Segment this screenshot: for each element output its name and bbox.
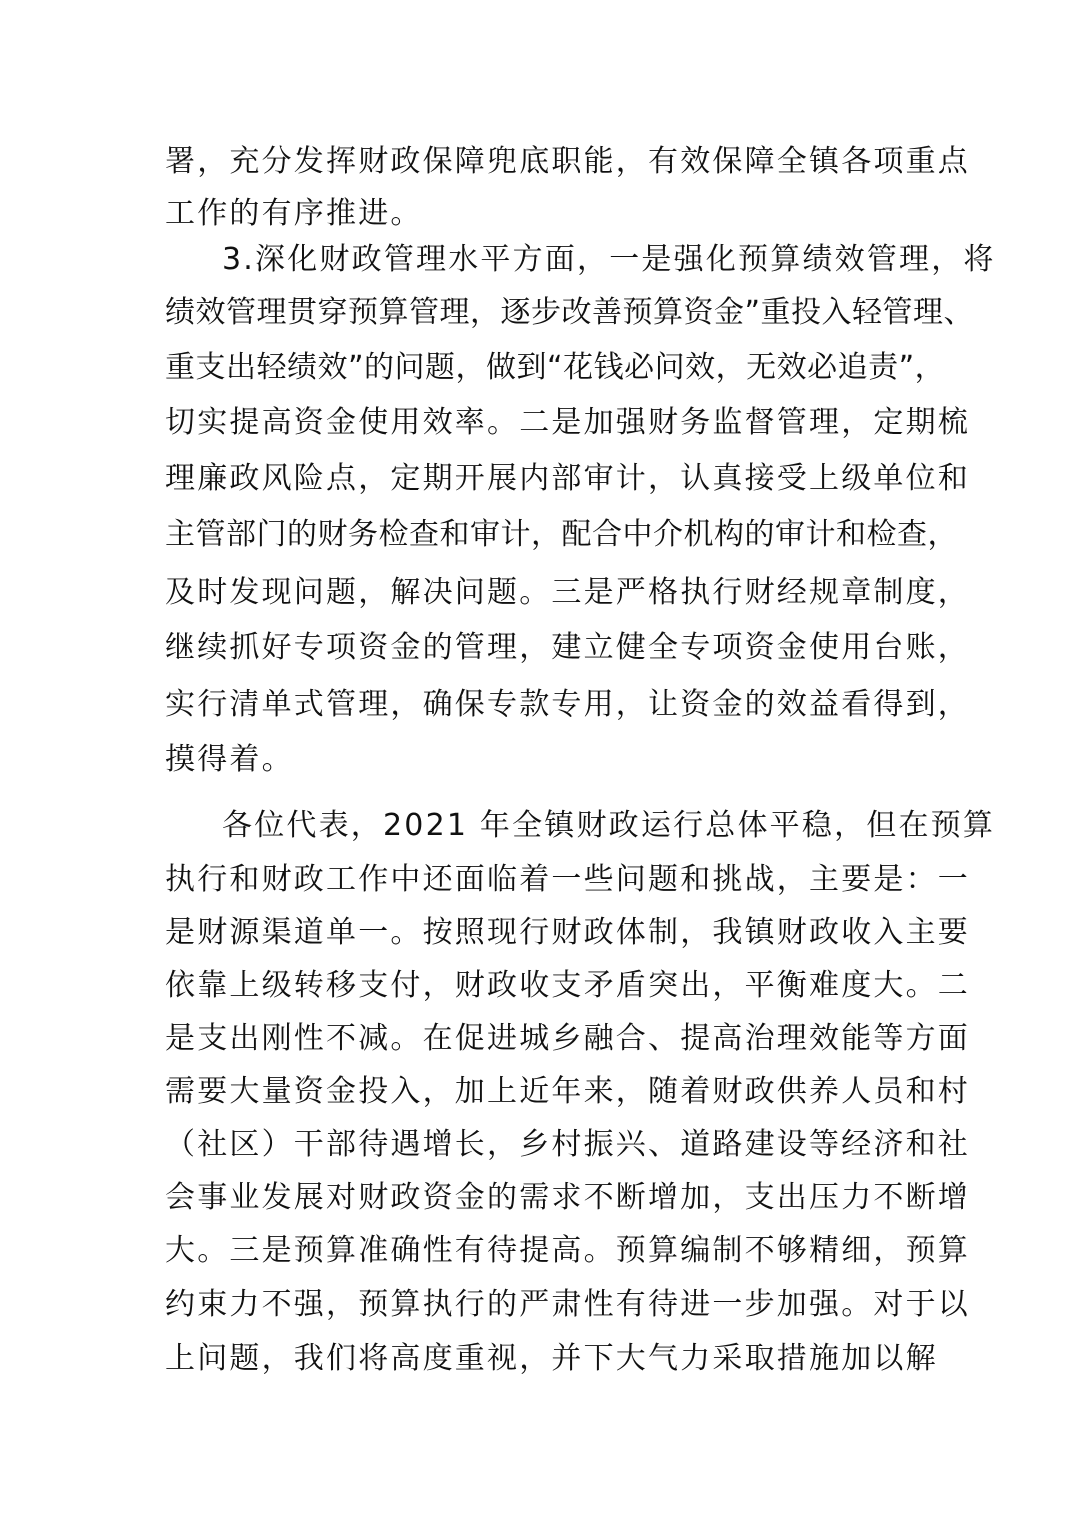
text-line: 约束力不强，预算执行的严肃性有待进一步加强。对于以 xyxy=(165,1287,970,1322)
text-line: 各位代表，2021 年全镇财政运行总体平稳，但在预算 xyxy=(222,808,996,843)
text-line: 上问题，我们将高度重视，并下大气力采取措施加以解 xyxy=(165,1341,938,1376)
text-line: （社区）干部待遇增长，乡村振兴、道路建设等经济和社 xyxy=(165,1127,970,1162)
text-line: 执行和财政工作中还面临着一些问题和挑战，主要是：一 xyxy=(165,862,970,897)
text-line: 摸得着。 xyxy=(165,742,294,777)
text-line: 署，充分发挥财政保障兜底职能，有效保障全镇各项重点 xyxy=(165,144,970,179)
text-line: 是支出刚性不减。在促进城乡融合、提高治理效能等方面 xyxy=(165,1021,970,1056)
text-line: 大。三是预算准确性有待提高。预算编制不够精细，预算 xyxy=(165,1233,970,1268)
text-line: 是财源渠道单一。按照现行财政体制，我镇财政收入主要 xyxy=(165,915,970,950)
text-line: 工作的有序推进。 xyxy=(165,196,423,231)
text-line: 实行清单式管理，确保专款专用，让资金的效益看得到， xyxy=(165,687,970,722)
text-line: 理廉政风险点，定期开展内部审计，认真接受上级单位和 xyxy=(165,461,970,496)
text-line: 3.深化财政管理水平方面，一是强化预算绩效管理，将 xyxy=(222,242,996,277)
text-line: 继续抓好专项资金的管理，建立健全专项资金使用台账， xyxy=(165,630,970,665)
text-line: 重支出轻绩效”的问题，做到“花钱必问效，无效必追责”， xyxy=(165,350,946,385)
text-line: 依靠上级转移支付，财政收支矛盾突出，平衡难度大。二 xyxy=(165,968,970,1003)
text-line: 主管部门的财务检查和审计，配合中介机构的审计和检查， xyxy=(165,517,958,552)
text-line: 及时发现问题，解决问题。三是严格执行财经规章制度， xyxy=(165,575,970,610)
text-line: 会事业发展对财政资金的需求不断增加，支出压力不断增 xyxy=(165,1180,970,1215)
text-line: 绩效管理贯穿预算管理，逐步改善预算资金”重投入轻管理、 xyxy=(165,295,975,330)
text-line: 需要大量资金投入，加上近年来，随着财政供养人员和村 xyxy=(165,1074,970,1109)
text-line: 切实提高资金使用效率。二是加强财务监督管理，定期梳 xyxy=(165,405,970,440)
